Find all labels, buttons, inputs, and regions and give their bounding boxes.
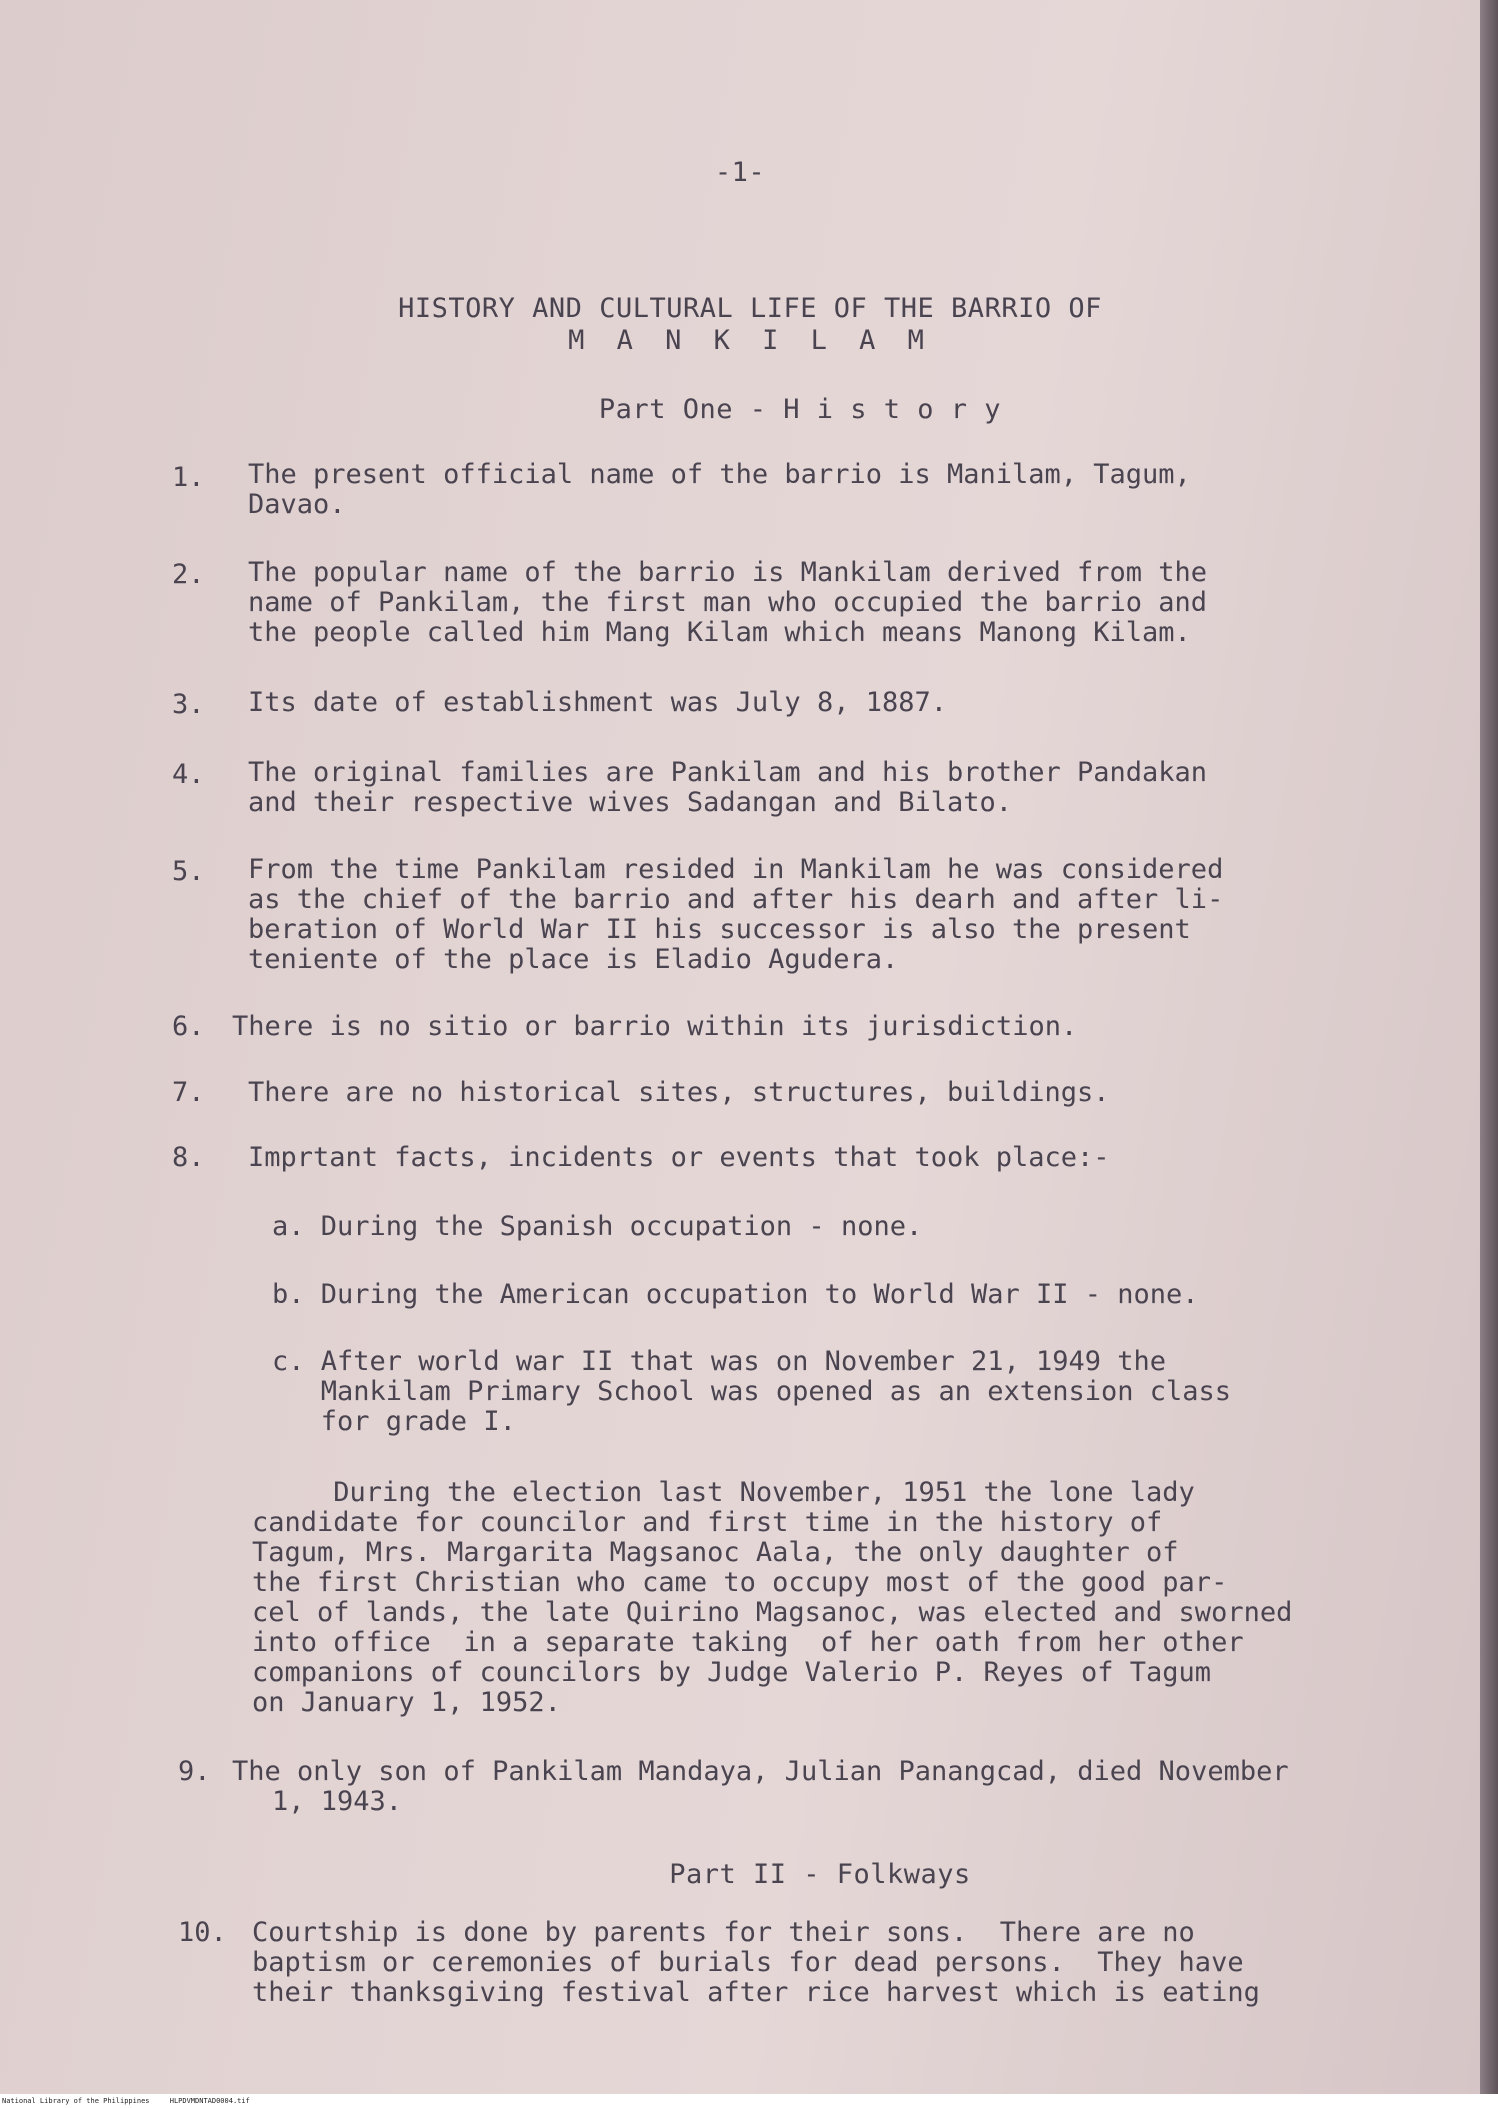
sub-item: a. During the Spanish occupation - none. — [272, 1211, 923, 1242]
part-one-heading: Part One - H i s t o r y — [598, 394, 1002, 425]
item-number: 7. — [172, 1077, 205, 1108]
item-number: 5. — [172, 856, 205, 887]
document-title: HISTORY AND CULTURAL LIFE OF THE BARRIO OF — [398, 293, 1102, 324]
list-item: The original families are Pankilam and his brother Pandakan and their respective wives Sadangan and Bilato. — [248, 757, 1208, 818]
list-item: The popular name of the barrio is Mankilam derived from the name of Pankilam, the first man who occupied the barrio and the people called him Mang Kilam which means Manong Kilam. — [248, 557, 1208, 648]
sub-item: c. After world war II that was on November 21, 1949 the Mankilam Primary School was opened as an extension class for grade I. — [272, 1346, 1232, 1437]
scan-footer — [0, 2094, 1498, 2108]
list-item: There is no sitio or barrio within its jurisdiction. — [232, 1011, 1078, 1042]
item-number: 6. — [172, 1011, 205, 1042]
item-number: 3. — [172, 689, 205, 720]
item-number: 10. — [178, 1917, 227, 1948]
page-edge — [1480, 0, 1498, 2094]
item-number: 9. — [178, 1756, 211, 1787]
list-item: Imprtant facts, incidents or events that took place:- — [248, 1142, 1110, 1173]
list-item: The only son of Pankilam Mandaya, Julian Panangcad, died November 1, 1943. — [232, 1756, 1289, 1817]
list-item: Courtship is done by parents for their sons. There are no baptism or ceremonies of burials for dead persons. They have their thanksgiving festival after rice harvest which is eating — [252, 1917, 1260, 2008]
footer-library: National Library of the Philippines — [2, 2097, 150, 2105]
list-item: Its date of establishment was July 8, 1887. — [248, 687, 947, 718]
page-number: -1- — [714, 157, 766, 188]
barrio-name: M A N K I L A M — [568, 325, 932, 356]
list-item: The present official name of the barrio is Manilam, Tagum, Davao. — [248, 459, 1191, 520]
item-number: 4. — [172, 759, 205, 790]
item-number: 1. — [172, 462, 205, 493]
footer-filename: HLPDVMDNTAD0004.tif — [169, 2097, 250, 2105]
item-number: 8. — [172, 1142, 205, 1173]
item-number: 2. — [172, 559, 205, 590]
list-item: There are no historical sites, structures, buildings. — [248, 1077, 1110, 1108]
list-item: From the time Pankilam resided in Mankilam he was considered as the chief of the barrio and after his dearh and after li- beration of World War II his successor is also the present teniente of the place is Eladio Agudera. — [248, 854, 1224, 975]
part-two-heading: Part II - Folkways — [669, 1859, 971, 1890]
sub-item: b. During the American occupation to World War II - none. — [272, 1279, 1199, 1310]
election-paragraph: During the election last November, 1951 the lone lady candidate for councilor and first time in the history of Tagum, Mrs. Margarita Magsanoc Aala, the only daughter of the first Christian who came to occupy most of the good par- cel of lands, the late Quirino Magsanoc, was elected and sworned into office in a separate taking of her oath from her other companions of councilors by Judge Valerio P. Reyes of Tagum on January 1, 1952. — [252, 1477, 1293, 1718]
